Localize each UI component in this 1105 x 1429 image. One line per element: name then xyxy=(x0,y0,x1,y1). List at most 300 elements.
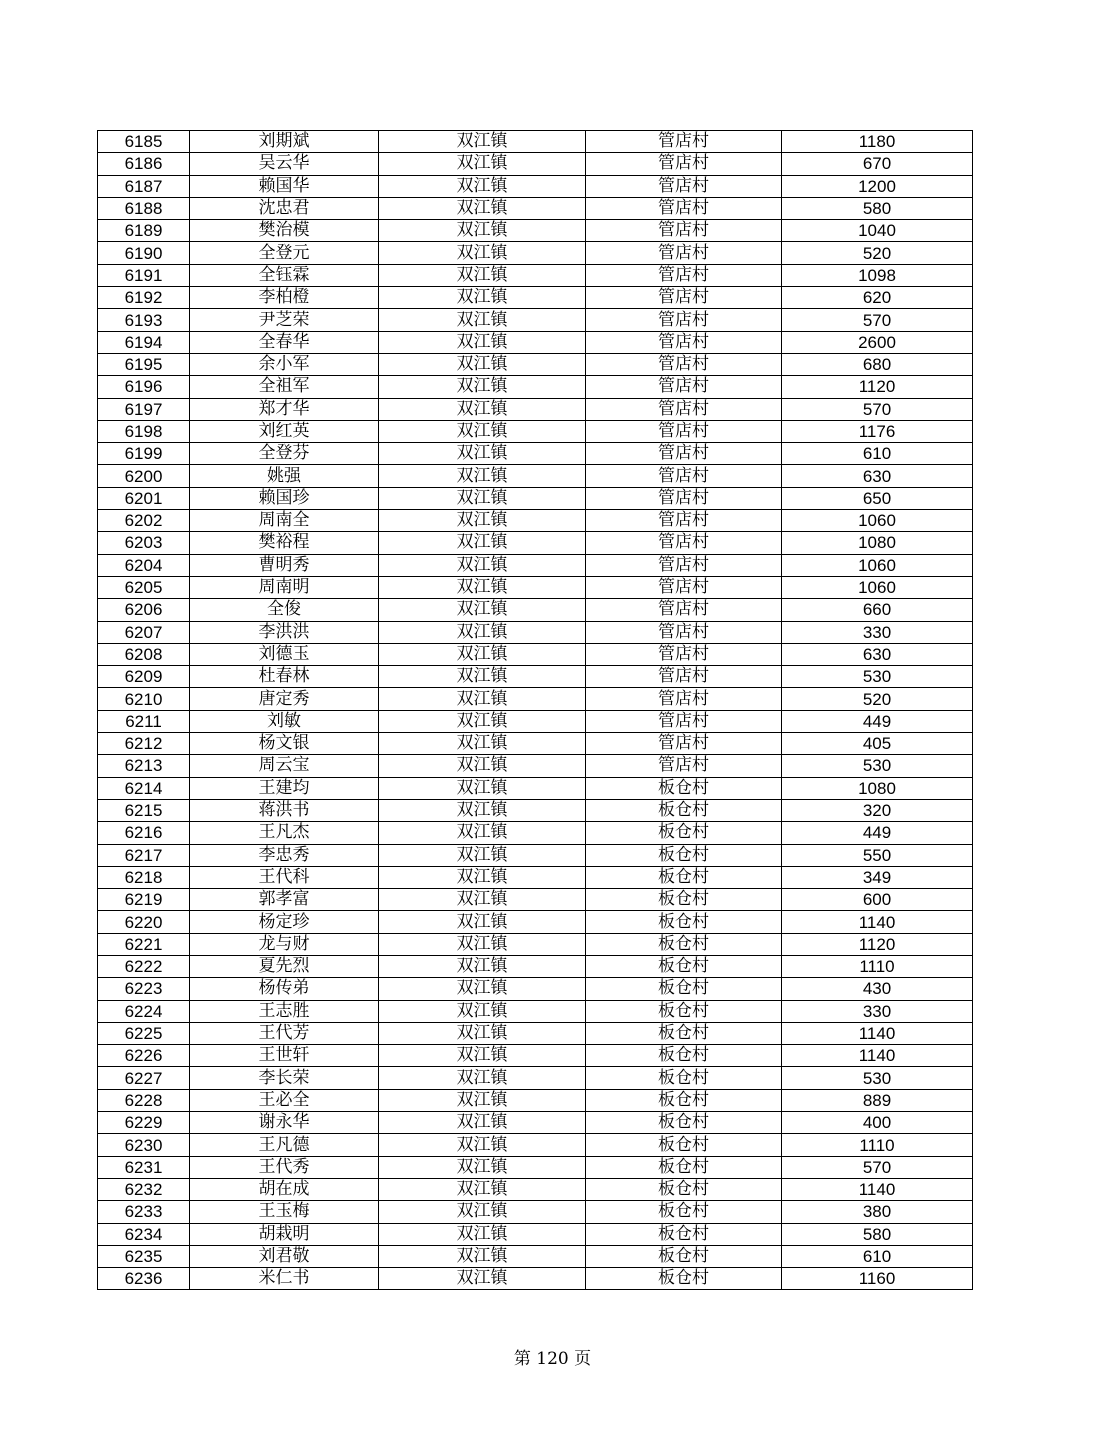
row-number-cell: 6212 xyxy=(98,733,190,755)
row-number-cell: 6222 xyxy=(98,955,190,977)
table-row xyxy=(98,1112,973,1134)
row-number-cell: 6196 xyxy=(98,376,190,398)
name-cell: 全俊 xyxy=(190,599,379,621)
name-cell: 樊治模 xyxy=(190,220,379,242)
amount-cell: 1060 xyxy=(782,510,973,532)
row-number-cell: 6211 xyxy=(98,710,190,732)
amount-cell: 1140 xyxy=(782,1045,973,1067)
name-cell: 王必全 xyxy=(190,1089,379,1111)
town-cell: 双江镇 xyxy=(379,465,586,487)
town-cell: 双江镇 xyxy=(379,955,586,977)
village-cell: 管店村 xyxy=(586,398,782,420)
row-number-cell: 6236 xyxy=(98,1268,190,1290)
amount-cell: 550 xyxy=(782,844,973,866)
village-cell: 板仓村 xyxy=(586,1223,782,1245)
table-row xyxy=(98,487,973,509)
table-row xyxy=(98,510,973,532)
village-cell: 板仓村 xyxy=(586,1112,782,1134)
amount-cell: 570 xyxy=(782,309,973,331)
name-cell: 尹芝荣 xyxy=(190,309,379,331)
amount-cell: 430 xyxy=(782,978,973,1000)
name-cell: 刘敏 xyxy=(190,710,379,732)
village-cell: 管店村 xyxy=(586,443,782,465)
town-cell: 双江镇 xyxy=(379,220,586,242)
town-cell: 双江镇 xyxy=(379,1134,586,1156)
row-number-cell: 6214 xyxy=(98,777,190,799)
table-row xyxy=(98,331,973,353)
amount-cell: 1040 xyxy=(782,220,973,242)
amount-cell: 1060 xyxy=(782,576,973,598)
town-cell: 双江镇 xyxy=(379,1000,586,1022)
row-number-cell: 6198 xyxy=(98,420,190,442)
village-cell: 板仓村 xyxy=(586,866,782,888)
row-number-cell: 6231 xyxy=(98,1156,190,1178)
village-cell: 管店村 xyxy=(586,242,782,264)
amount-cell: 2600 xyxy=(782,331,973,353)
village-cell: 管店村 xyxy=(586,309,782,331)
name-cell: 杨传弟 xyxy=(190,978,379,1000)
amount-cell: 1098 xyxy=(782,264,973,286)
town-cell: 双江镇 xyxy=(379,1178,586,1200)
row-number-cell: 6235 xyxy=(98,1245,190,1267)
amount-cell: 1120 xyxy=(782,933,973,955)
village-cell: 管店村 xyxy=(586,621,782,643)
village-cell: 板仓村 xyxy=(586,911,782,933)
row-number-cell: 6193 xyxy=(98,309,190,331)
row-number-cell: 6228 xyxy=(98,1089,190,1111)
village-cell: 板仓村 xyxy=(586,1134,782,1156)
town-cell: 双江镇 xyxy=(379,1223,586,1245)
town-cell: 双江镇 xyxy=(379,911,586,933)
amount-cell: 630 xyxy=(782,643,973,665)
amount-cell: 610 xyxy=(782,1245,973,1267)
town-cell: 双江镇 xyxy=(379,1067,586,1089)
name-cell: 蒋洪书 xyxy=(190,799,379,821)
village-cell: 板仓村 xyxy=(586,1067,782,1089)
row-number-cell: 6197 xyxy=(98,398,190,420)
amount-cell: 320 xyxy=(782,799,973,821)
row-number-cell: 6232 xyxy=(98,1178,190,1200)
table-row xyxy=(98,777,973,799)
row-number-cell: 6201 xyxy=(98,487,190,509)
row-number-cell: 6189 xyxy=(98,220,190,242)
town-cell: 双江镇 xyxy=(379,331,586,353)
amount-cell: 349 xyxy=(782,866,973,888)
town-cell: 双江镇 xyxy=(379,510,586,532)
table-row xyxy=(98,1089,973,1111)
amount-cell: 1080 xyxy=(782,532,973,554)
town-cell: 双江镇 xyxy=(379,1022,586,1044)
town-cell: 双江镇 xyxy=(379,666,586,688)
table-row xyxy=(98,933,973,955)
town-cell: 双江镇 xyxy=(379,175,586,197)
row-number-cell: 6185 xyxy=(98,131,190,153)
town-cell: 双江镇 xyxy=(379,576,586,598)
table-row xyxy=(98,1022,973,1044)
table-row xyxy=(98,755,973,777)
row-number-cell: 6191 xyxy=(98,264,190,286)
table-row xyxy=(98,599,973,621)
village-cell: 板仓村 xyxy=(586,1022,782,1044)
town-cell: 双江镇 xyxy=(379,822,586,844)
name-cell: 龙与财 xyxy=(190,933,379,955)
amount-cell: 530 xyxy=(782,755,973,777)
village-cell: 管店村 xyxy=(586,287,782,309)
name-cell: 全钰霖 xyxy=(190,264,379,286)
amount-cell: 620 xyxy=(782,287,973,309)
amount-cell: 449 xyxy=(782,822,973,844)
row-number-cell: 6200 xyxy=(98,465,190,487)
row-number-cell: 6186 xyxy=(98,153,190,175)
table-row xyxy=(98,309,973,331)
row-number-cell: 6227 xyxy=(98,1067,190,1089)
row-number-cell: 6195 xyxy=(98,353,190,375)
town-cell: 双江镇 xyxy=(379,1156,586,1178)
amount-cell: 570 xyxy=(782,1156,973,1178)
table-row xyxy=(98,822,973,844)
name-cell: 王代科 xyxy=(190,866,379,888)
table-row xyxy=(98,197,973,219)
name-cell: 胡栽明 xyxy=(190,1223,379,1245)
amount-cell: 1180 xyxy=(782,131,973,153)
amount-cell: 600 xyxy=(782,889,973,911)
town-cell: 双江镇 xyxy=(379,978,586,1000)
row-number-cell: 6192 xyxy=(98,287,190,309)
town-cell: 双江镇 xyxy=(379,643,586,665)
amount-cell: 405 xyxy=(782,733,973,755)
amount-cell: 580 xyxy=(782,197,973,219)
name-cell: 王志胜 xyxy=(190,1000,379,1022)
row-number-cell: 6187 xyxy=(98,175,190,197)
name-cell: 王代秀 xyxy=(190,1156,379,1178)
village-cell: 管店村 xyxy=(586,733,782,755)
village-cell: 管店村 xyxy=(586,331,782,353)
table-row xyxy=(98,465,973,487)
name-cell: 全祖军 xyxy=(190,376,379,398)
table-row xyxy=(98,353,973,375)
name-cell: 刘红英 xyxy=(190,420,379,442)
row-number-cell: 6234 xyxy=(98,1223,190,1245)
row-number-cell: 6215 xyxy=(98,799,190,821)
village-cell: 管店村 xyxy=(586,554,782,576)
name-cell: 周南全 xyxy=(190,510,379,532)
table-row xyxy=(98,153,973,175)
name-cell: 王凡德 xyxy=(190,1134,379,1156)
name-cell: 周云宝 xyxy=(190,755,379,777)
name-cell: 李长荣 xyxy=(190,1067,379,1089)
table-row xyxy=(98,576,973,598)
amount-cell: 630 xyxy=(782,465,973,487)
village-cell: 管店村 xyxy=(586,376,782,398)
row-number-cell: 6204 xyxy=(98,554,190,576)
amount-cell: 1140 xyxy=(782,911,973,933)
amount-cell: 1160 xyxy=(782,1268,973,1290)
amount-cell: 1140 xyxy=(782,1178,973,1200)
village-cell: 板仓村 xyxy=(586,822,782,844)
name-cell: 沈忠君 xyxy=(190,197,379,219)
village-cell: 管店村 xyxy=(586,710,782,732)
name-cell: 李忠秀 xyxy=(190,844,379,866)
name-cell: 余小军 xyxy=(190,353,379,375)
table-row xyxy=(98,1201,973,1223)
town-cell: 双江镇 xyxy=(379,242,586,264)
table-row xyxy=(98,889,973,911)
town-cell: 双江镇 xyxy=(379,1045,586,1067)
name-cell: 郭孝富 xyxy=(190,889,379,911)
village-cell: 管店村 xyxy=(586,353,782,375)
row-number-cell: 6210 xyxy=(98,688,190,710)
village-cell: 板仓村 xyxy=(586,1045,782,1067)
amount-cell: 1200 xyxy=(782,175,973,197)
town-cell: 双江镇 xyxy=(379,621,586,643)
village-cell: 板仓村 xyxy=(586,889,782,911)
name-cell: 刘期斌 xyxy=(190,131,379,153)
row-number-cell: 6221 xyxy=(98,933,190,955)
table-row xyxy=(98,220,973,242)
town-cell: 双江镇 xyxy=(379,153,586,175)
row-number-cell: 6209 xyxy=(98,666,190,688)
name-cell: 李柏橙 xyxy=(190,287,379,309)
amount-cell: 889 xyxy=(782,1089,973,1111)
table-row xyxy=(98,242,973,264)
amount-cell: 530 xyxy=(782,1067,973,1089)
table-row xyxy=(98,1156,973,1178)
town-cell: 双江镇 xyxy=(379,1112,586,1134)
village-cell: 板仓村 xyxy=(586,1201,782,1223)
name-cell: 杜春林 xyxy=(190,666,379,688)
row-number-cell: 6213 xyxy=(98,755,190,777)
amount-cell: 610 xyxy=(782,443,973,465)
name-cell: 王代芳 xyxy=(190,1022,379,1044)
village-cell: 板仓村 xyxy=(586,799,782,821)
name-cell: 吴云华 xyxy=(190,153,379,175)
name-cell: 樊裕程 xyxy=(190,532,379,554)
village-cell: 管店村 xyxy=(586,688,782,710)
amount-cell: 570 xyxy=(782,398,973,420)
village-cell: 板仓村 xyxy=(586,1178,782,1200)
row-number-cell: 6219 xyxy=(98,889,190,911)
town-cell: 双江镇 xyxy=(379,376,586,398)
table-row xyxy=(98,799,973,821)
table-row xyxy=(98,1178,973,1200)
town-cell: 双江镇 xyxy=(379,420,586,442)
table-row xyxy=(98,844,973,866)
village-cell: 管店村 xyxy=(586,666,782,688)
table-row xyxy=(98,376,973,398)
town-cell: 双江镇 xyxy=(379,733,586,755)
page-number: 第 120 页 xyxy=(513,1349,592,1369)
village-cell: 管店村 xyxy=(586,131,782,153)
table-body xyxy=(98,131,973,1290)
table-row xyxy=(98,398,973,420)
name-cell: 姚强 xyxy=(190,465,379,487)
row-number-cell: 6207 xyxy=(98,621,190,643)
town-cell: 双江镇 xyxy=(379,844,586,866)
name-cell: 唐定秀 xyxy=(190,688,379,710)
row-number-cell: 6202 xyxy=(98,510,190,532)
name-cell: 赖国华 xyxy=(190,175,379,197)
table-row xyxy=(98,443,973,465)
table-row xyxy=(98,688,973,710)
amount-cell: 660 xyxy=(782,599,973,621)
village-cell: 板仓村 xyxy=(586,1089,782,1111)
village-cell: 管店村 xyxy=(586,755,782,777)
table-row xyxy=(98,643,973,665)
town-cell: 双江镇 xyxy=(379,1245,586,1267)
name-cell: 全春华 xyxy=(190,331,379,353)
town-cell: 双江镇 xyxy=(379,933,586,955)
amount-cell: 400 xyxy=(782,1112,973,1134)
table-row xyxy=(98,733,973,755)
village-cell: 板仓村 xyxy=(586,1156,782,1178)
row-number-cell: 6199 xyxy=(98,443,190,465)
name-cell: 王凡杰 xyxy=(190,822,379,844)
table-row xyxy=(98,866,973,888)
amount-cell: 1176 xyxy=(782,420,973,442)
row-number-cell: 6230 xyxy=(98,1134,190,1156)
name-cell: 刘君敬 xyxy=(190,1245,379,1267)
amount-cell: 680 xyxy=(782,353,973,375)
town-cell: 双江镇 xyxy=(379,599,586,621)
row-number-cell: 6216 xyxy=(98,822,190,844)
town-cell: 双江镇 xyxy=(379,264,586,286)
table-row xyxy=(98,978,973,1000)
town-cell: 双江镇 xyxy=(379,309,586,331)
table-row xyxy=(98,1000,973,1022)
table-row xyxy=(98,1223,973,1245)
town-cell: 双江镇 xyxy=(379,1089,586,1111)
table-row xyxy=(98,175,973,197)
table-row xyxy=(98,554,973,576)
village-cell: 板仓村 xyxy=(586,1245,782,1267)
amount-cell: 449 xyxy=(782,710,973,732)
village-cell: 管店村 xyxy=(586,532,782,554)
table-row xyxy=(98,287,973,309)
subsidy-table xyxy=(97,130,973,1290)
name-cell: 刘德玉 xyxy=(190,643,379,665)
table-row xyxy=(98,1045,973,1067)
name-cell: 郑才华 xyxy=(190,398,379,420)
town-cell: 双江镇 xyxy=(379,755,586,777)
name-cell: 谢永华 xyxy=(190,1112,379,1134)
village-cell: 管店村 xyxy=(586,599,782,621)
name-cell: 曹明秀 xyxy=(190,554,379,576)
village-cell: 管店村 xyxy=(586,220,782,242)
amount-cell: 1110 xyxy=(782,1134,973,1156)
row-number-cell: 6203 xyxy=(98,532,190,554)
village-cell: 管店村 xyxy=(586,153,782,175)
town-cell: 双江镇 xyxy=(379,799,586,821)
row-number-cell: 6205 xyxy=(98,576,190,598)
town-cell: 双江镇 xyxy=(379,1268,586,1290)
village-cell: 板仓村 xyxy=(586,1000,782,1022)
name-cell: 全登元 xyxy=(190,242,379,264)
table-row xyxy=(98,955,973,977)
village-cell: 管店村 xyxy=(586,175,782,197)
village-cell: 管店村 xyxy=(586,420,782,442)
name-cell: 王玉梅 xyxy=(190,1201,379,1223)
row-number-cell: 6188 xyxy=(98,197,190,219)
table-row xyxy=(98,264,973,286)
town-cell: 双江镇 xyxy=(379,487,586,509)
village-cell: 板仓村 xyxy=(586,955,782,977)
row-number-cell: 6217 xyxy=(98,844,190,866)
table-row xyxy=(98,1268,973,1290)
row-number-cell: 6226 xyxy=(98,1045,190,1067)
name-cell: 赖国珍 xyxy=(190,487,379,509)
name-cell: 李洪洪 xyxy=(190,621,379,643)
town-cell: 双江镇 xyxy=(379,1201,586,1223)
village-cell: 板仓村 xyxy=(586,978,782,1000)
amount-cell: 520 xyxy=(782,242,973,264)
village-cell: 管店村 xyxy=(586,197,782,219)
table-row xyxy=(98,666,973,688)
table-row xyxy=(98,420,973,442)
name-cell: 夏先烈 xyxy=(190,955,379,977)
village-cell: 板仓村 xyxy=(586,777,782,799)
amount-cell: 1120 xyxy=(782,376,973,398)
row-number-cell: 6208 xyxy=(98,643,190,665)
row-number-cell: 6220 xyxy=(98,911,190,933)
row-number-cell: 6194 xyxy=(98,331,190,353)
amount-cell: 580 xyxy=(782,1223,973,1245)
row-number-cell: 6223 xyxy=(98,978,190,1000)
table-row xyxy=(98,532,973,554)
row-number-cell: 6229 xyxy=(98,1112,190,1134)
town-cell: 双江镇 xyxy=(379,710,586,732)
village-cell: 板仓村 xyxy=(586,1268,782,1290)
town-cell: 双江镇 xyxy=(379,688,586,710)
village-cell: 管店村 xyxy=(586,264,782,286)
table-row xyxy=(98,1067,973,1089)
name-cell: 米仁书 xyxy=(190,1268,379,1290)
amount-cell: 670 xyxy=(782,153,973,175)
village-cell: 管店村 xyxy=(586,643,782,665)
table-row xyxy=(98,710,973,732)
row-number-cell: 6206 xyxy=(98,599,190,621)
town-cell: 双江镇 xyxy=(379,287,586,309)
name-cell: 胡在成 xyxy=(190,1178,379,1200)
amount-cell: 1060 xyxy=(782,554,973,576)
village-cell: 板仓村 xyxy=(586,844,782,866)
amount-cell: 520 xyxy=(782,688,973,710)
town-cell: 双江镇 xyxy=(379,866,586,888)
village-cell: 管店村 xyxy=(586,487,782,509)
name-cell: 王建均 xyxy=(190,777,379,799)
amount-cell: 650 xyxy=(782,487,973,509)
town-cell: 双江镇 xyxy=(379,889,586,911)
village-cell: 管店村 xyxy=(586,510,782,532)
amount-cell: 1140 xyxy=(782,1022,973,1044)
town-cell: 双江镇 xyxy=(379,398,586,420)
village-cell: 板仓村 xyxy=(586,933,782,955)
amount-cell: 530 xyxy=(782,666,973,688)
row-number-cell: 6225 xyxy=(98,1022,190,1044)
town-cell: 双江镇 xyxy=(379,532,586,554)
town-cell: 双江镇 xyxy=(379,777,586,799)
town-cell: 双江镇 xyxy=(379,443,586,465)
town-cell: 双江镇 xyxy=(379,353,586,375)
amount-cell: 1080 xyxy=(782,777,973,799)
village-cell: 管店村 xyxy=(586,576,782,598)
amount-cell: 330 xyxy=(782,1000,973,1022)
name-cell: 全登芬 xyxy=(190,443,379,465)
row-number-cell: 6218 xyxy=(98,866,190,888)
village-cell: 管店村 xyxy=(586,465,782,487)
name-cell: 周南明 xyxy=(190,576,379,598)
name-cell: 王世轩 xyxy=(190,1045,379,1067)
name-cell: 杨文银 xyxy=(190,733,379,755)
